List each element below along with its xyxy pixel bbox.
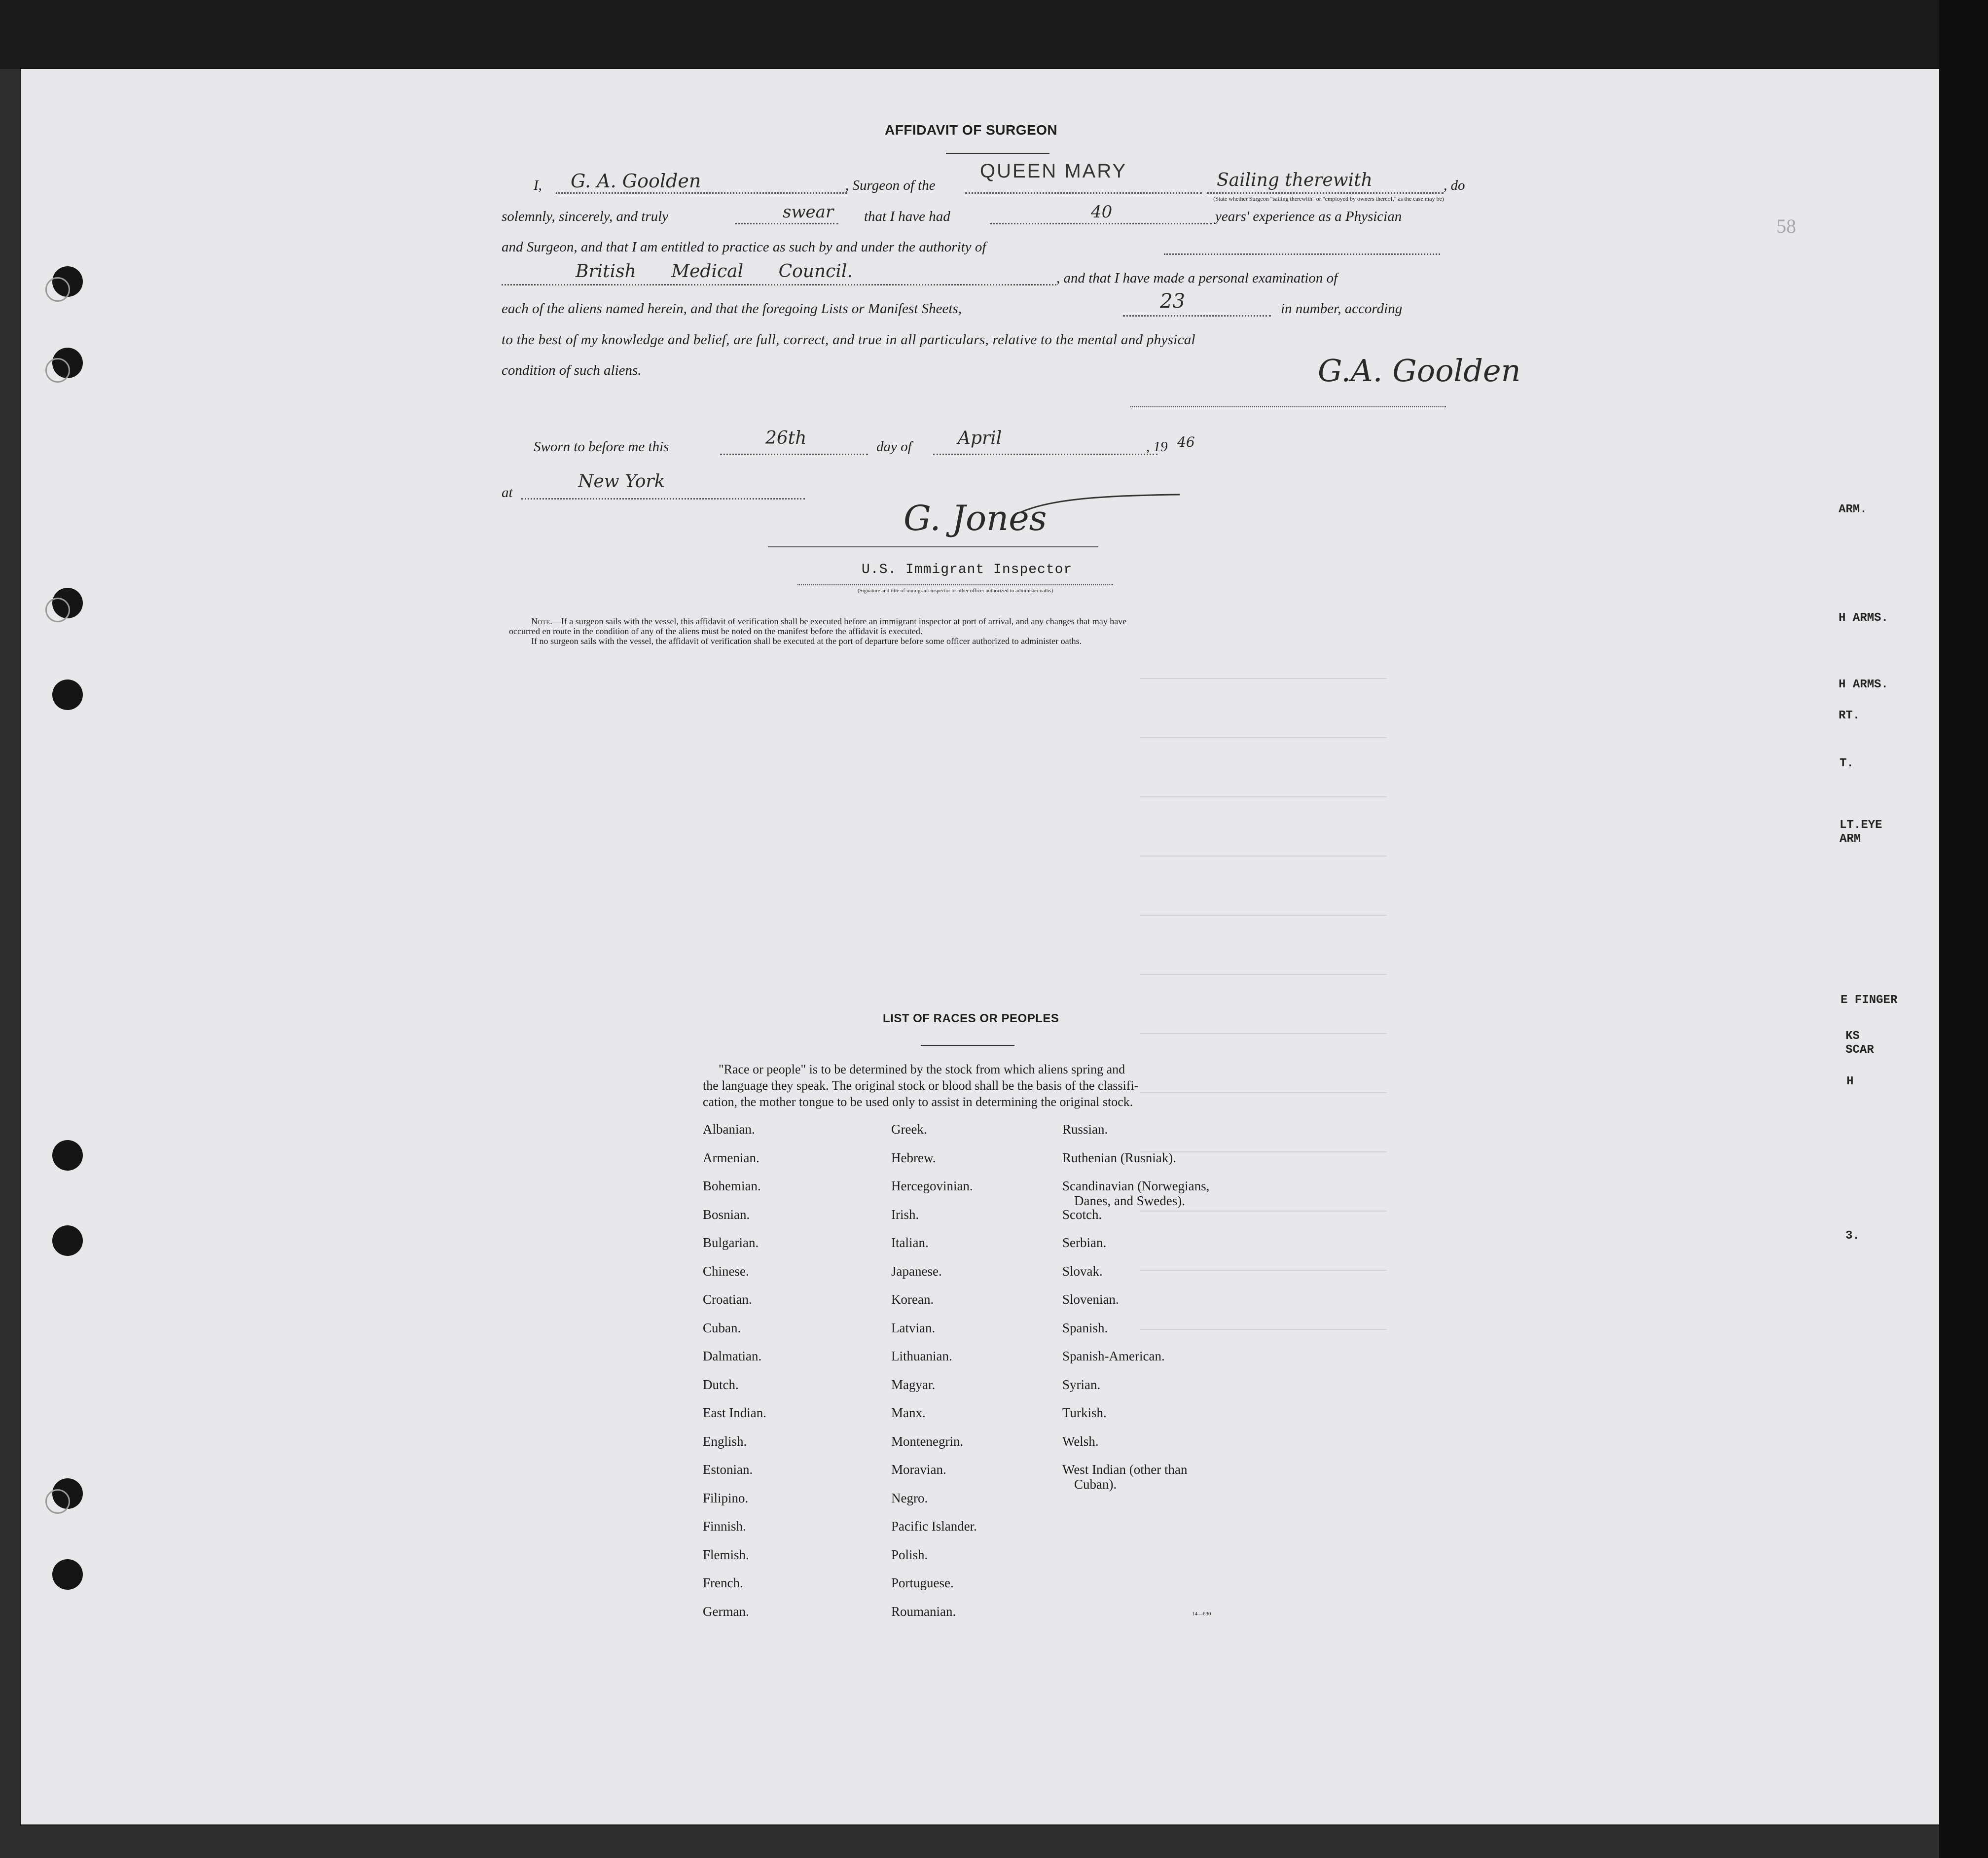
affidavit-line6: to the best of my knowledge and belief, are full, correct, and true in all particulars, relative to the mental and physical — [502, 332, 1195, 348]
race-item: Scandinavian (Norwegians, — [1062, 1179, 1210, 1193]
race-item: Danes, and Swedes). — [1074, 1193, 1185, 1208]
race-item: Syrian. — [1062, 1377, 1101, 1392]
day-of-text: day of — [876, 439, 912, 455]
affidavit-line4: , and that I have made a personal examination of — [1056, 270, 1338, 286]
affidavit-line3: and Surgeon, and that I am entitled to practice as such by and under the authority of — [502, 239, 986, 255]
race-item: Hercegovinian. — [891, 1179, 973, 1193]
affidavit-note — [509, 616, 1446, 646]
margin-label: H — [1846, 1075, 1854, 1088]
margin-label: 3. — [1845, 1229, 1860, 1243]
month-handwritten: April — [958, 428, 1002, 448]
year-prefix: , 19 — [1146, 439, 1168, 455]
affidavit-line5-start: each of the aliens named herein, and that the foregoing Lists or Manifest Sheets, — [502, 301, 962, 317]
race-item: Chinese. — [703, 1264, 749, 1279]
race-item: Dutch. — [703, 1377, 739, 1392]
binder-hole — [52, 1140, 83, 1171]
years-handwritten: 40 — [1091, 202, 1113, 222]
race-item: Ruthenian (Rusniak). — [1062, 1150, 1176, 1165]
note-lead: Note. — [531, 616, 552, 626]
race-item: Dalmatian. — [703, 1349, 762, 1363]
races-intro — [703, 1061, 1138, 1110]
race-item: Flemish. — [703, 1547, 749, 1562]
race-item: Portuguese. — [891, 1575, 954, 1590]
capacity-note: (State whether Surgeon "sailing therewith" or "employed by owners thereof," as the case may be) — [1213, 195, 1444, 202]
race-item: Montenegrin. — [891, 1434, 964, 1449]
race-item: Japanese. — [891, 1264, 942, 1279]
race-item: Welsh. — [1062, 1434, 1099, 1449]
race-item: Bohemian. — [703, 1179, 761, 1193]
place-field — [521, 498, 805, 500]
margin-label: LT.EYE — [1840, 819, 1882, 832]
manifest-sheet — [21, 69, 1939, 1824]
month-field — [933, 454, 1157, 455]
race-item: Finnish. — [703, 1519, 746, 1534]
margin-label: SCAR — [1845, 1043, 1874, 1057]
inspector-caption: (Signature and title of immigrant inspector or other officer authorized to administer oaths) — [857, 588, 1053, 594]
race-item: Manx. — [891, 1405, 926, 1420]
margin-label: T. — [1840, 757, 1854, 770]
binder-hole-ring — [45, 598, 70, 622]
surgeon-signature: G.A. Goolden — [1318, 353, 1521, 389]
binder-hole — [52, 679, 83, 710]
binder-hole — [52, 1225, 83, 1256]
inspector-signature-line — [768, 546, 1098, 547]
race-item: Italian. — [891, 1235, 929, 1250]
affidavit-line1-start: I, — [534, 178, 542, 193]
margin-label: H ARMS. — [1839, 611, 1888, 625]
race-item: Hebrew. — [891, 1150, 936, 1165]
inspector-title-line — [797, 584, 1113, 585]
race-item: French. — [703, 1575, 743, 1590]
margin-label: KS — [1845, 1030, 1860, 1043]
race-item: Greek. — [891, 1122, 927, 1137]
surgeon-signature-line — [1130, 406, 1446, 407]
race-item: Croatian. — [703, 1292, 752, 1307]
binder-hole — [52, 1559, 83, 1590]
capacity-handwritten: Sailing therewith — [1217, 170, 1373, 190]
race-item: West Indian (other than — [1062, 1462, 1188, 1477]
capacity-field — [1207, 192, 1444, 194]
race-item: Scotch. — [1062, 1207, 1102, 1222]
authority-handwritten: British Medical Council. — [576, 261, 853, 282]
race-item: Slovak. — [1062, 1264, 1103, 1279]
affidavit-do: , do — [1444, 178, 1465, 193]
race-item: Lithuanian. — [891, 1349, 952, 1363]
sworn-text: Sworn to before me this — [534, 439, 669, 455]
years-field — [990, 223, 1212, 224]
heading-underline — [946, 153, 1049, 154]
sheets-handwritten: 23 — [1160, 290, 1185, 313]
binder-hole-ring — [45, 358, 70, 383]
races-intro-line3: cation, the mother tongue to be used only to assist in determining the original stock. — [703, 1095, 1133, 1109]
margin-label: RT. — [1839, 709, 1860, 722]
oath-handwritten: swear — [783, 202, 834, 222]
race-item: Roumanian. — [891, 1604, 956, 1619]
authority-field-end — [1164, 253, 1440, 255]
race-item: Magyar. — [891, 1377, 936, 1392]
inspector-signature: G. Jones — [904, 498, 1047, 538]
inspector-signature-flourish — [1017, 491, 1185, 520]
affidavit-line7: condition of such aliens. — [502, 362, 642, 378]
place-handwritten: New York — [578, 471, 665, 492]
race-item: Irish. — [891, 1207, 919, 1222]
binder-hole-ring — [45, 277, 70, 302]
day-handwritten: 26th — [765, 428, 807, 448]
year-handwritten: 46 — [1177, 434, 1195, 450]
race-item: Filipino. — [703, 1491, 749, 1505]
race-item: Bosnian. — [703, 1207, 750, 1222]
ship-name-field — [965, 192, 1202, 194]
oath-field — [735, 223, 838, 224]
note-text1: —If a surgeon sails with the vessel, this affidavit of verification shall be executed before an immigrant inspector at port of arrival, and any changes that may have — [552, 616, 1127, 626]
races-intro-line1: "Race or people" is to be determined by the stock from which aliens spring and — [719, 1062, 1125, 1076]
affidavit-line2-end: years' experience as a Physician — [1215, 209, 1402, 224]
race-item: Cuban. — [703, 1321, 741, 1335]
race-item: Latvian. — [891, 1321, 936, 1335]
authority-field — [502, 284, 1056, 286]
race-item: Spanish-American. — [1062, 1349, 1165, 1363]
race-item: Slovenian. — [1062, 1292, 1119, 1307]
race-item: German. — [703, 1604, 749, 1619]
race-item: Serbian. — [1062, 1235, 1107, 1250]
note-text3: If no surgeon sails with the vessel, the affidavit of verification shall be executed at the port of departure before some officer authorized to administer oaths. — [531, 636, 1082, 646]
margin-label: E FINGER — [1841, 994, 1898, 1007]
affidavit-line2-start: solemnly, sincerely, and truly — [502, 209, 669, 224]
race-item: Estonian. — [703, 1462, 753, 1477]
affidavit-heading: AFFIDAVIT OF SURGEON — [885, 122, 1058, 138]
race-item: East Indian. — [703, 1405, 766, 1420]
race-item: Russian. — [1062, 1122, 1108, 1137]
at-text: at — [502, 485, 513, 500]
bleed-through-marks — [1140, 648, 1387, 1339]
race-item: Bulgarian. — [703, 1235, 759, 1250]
page-number: 58 — [1776, 215, 1796, 237]
races-heading-underline — [921, 1045, 1014, 1046]
binder-hole-ring — [45, 1489, 70, 1514]
surgeon-name-handwritten: G. A. Goolden — [571, 170, 701, 192]
race-item: Armenian. — [703, 1150, 759, 1165]
race-item: Moravian. — [891, 1462, 946, 1477]
ship-name-stamp: QUEEN MARY — [980, 160, 1127, 182]
race-item: Spanish. — [1062, 1321, 1108, 1335]
race-item: Albanian. — [703, 1122, 755, 1137]
surgeon-name-field — [556, 192, 847, 194]
inspector-title: U.S. Immigrant Inspector — [862, 562, 1073, 577]
race-item: English. — [703, 1434, 747, 1449]
race-item: Polish. — [891, 1547, 928, 1562]
scan-border-top — [0, 0, 1988, 69]
races-heading: LIST OF RACES OR PEOPLES — [883, 1012, 1059, 1025]
affidavit-line5-end: in number, according — [1281, 301, 1403, 317]
margin-label: ARM. — [1839, 503, 1867, 516]
scan-border-right — [1939, 0, 1988, 1858]
sheets-field — [1123, 315, 1271, 317]
day-field — [720, 454, 868, 455]
races-intro-line2: the language they speak. The original stock or blood shall be the basis of the classifi- — [703, 1078, 1139, 1093]
note-text2: occurred en route in the condition of any of the aliens must be noted on the manifest before the affidavit is executed. — [509, 626, 923, 636]
form-number: 14—630 — [1192, 1611, 1211, 1617]
race-item: Korean. — [891, 1292, 934, 1307]
race-item: Turkish. — [1062, 1405, 1107, 1420]
affidavit-line2-mid: that I have had — [864, 209, 950, 224]
race-item: Negro. — [891, 1491, 928, 1505]
affidavit-surgeon-of: , Surgeon of the — [845, 178, 936, 193]
margin-label: H ARMS. — [1839, 678, 1888, 691]
race-item: Pacific Islander. — [891, 1519, 977, 1534]
margin-label: ARM — [1840, 832, 1861, 846]
race-item: Cuban). — [1074, 1477, 1117, 1492]
